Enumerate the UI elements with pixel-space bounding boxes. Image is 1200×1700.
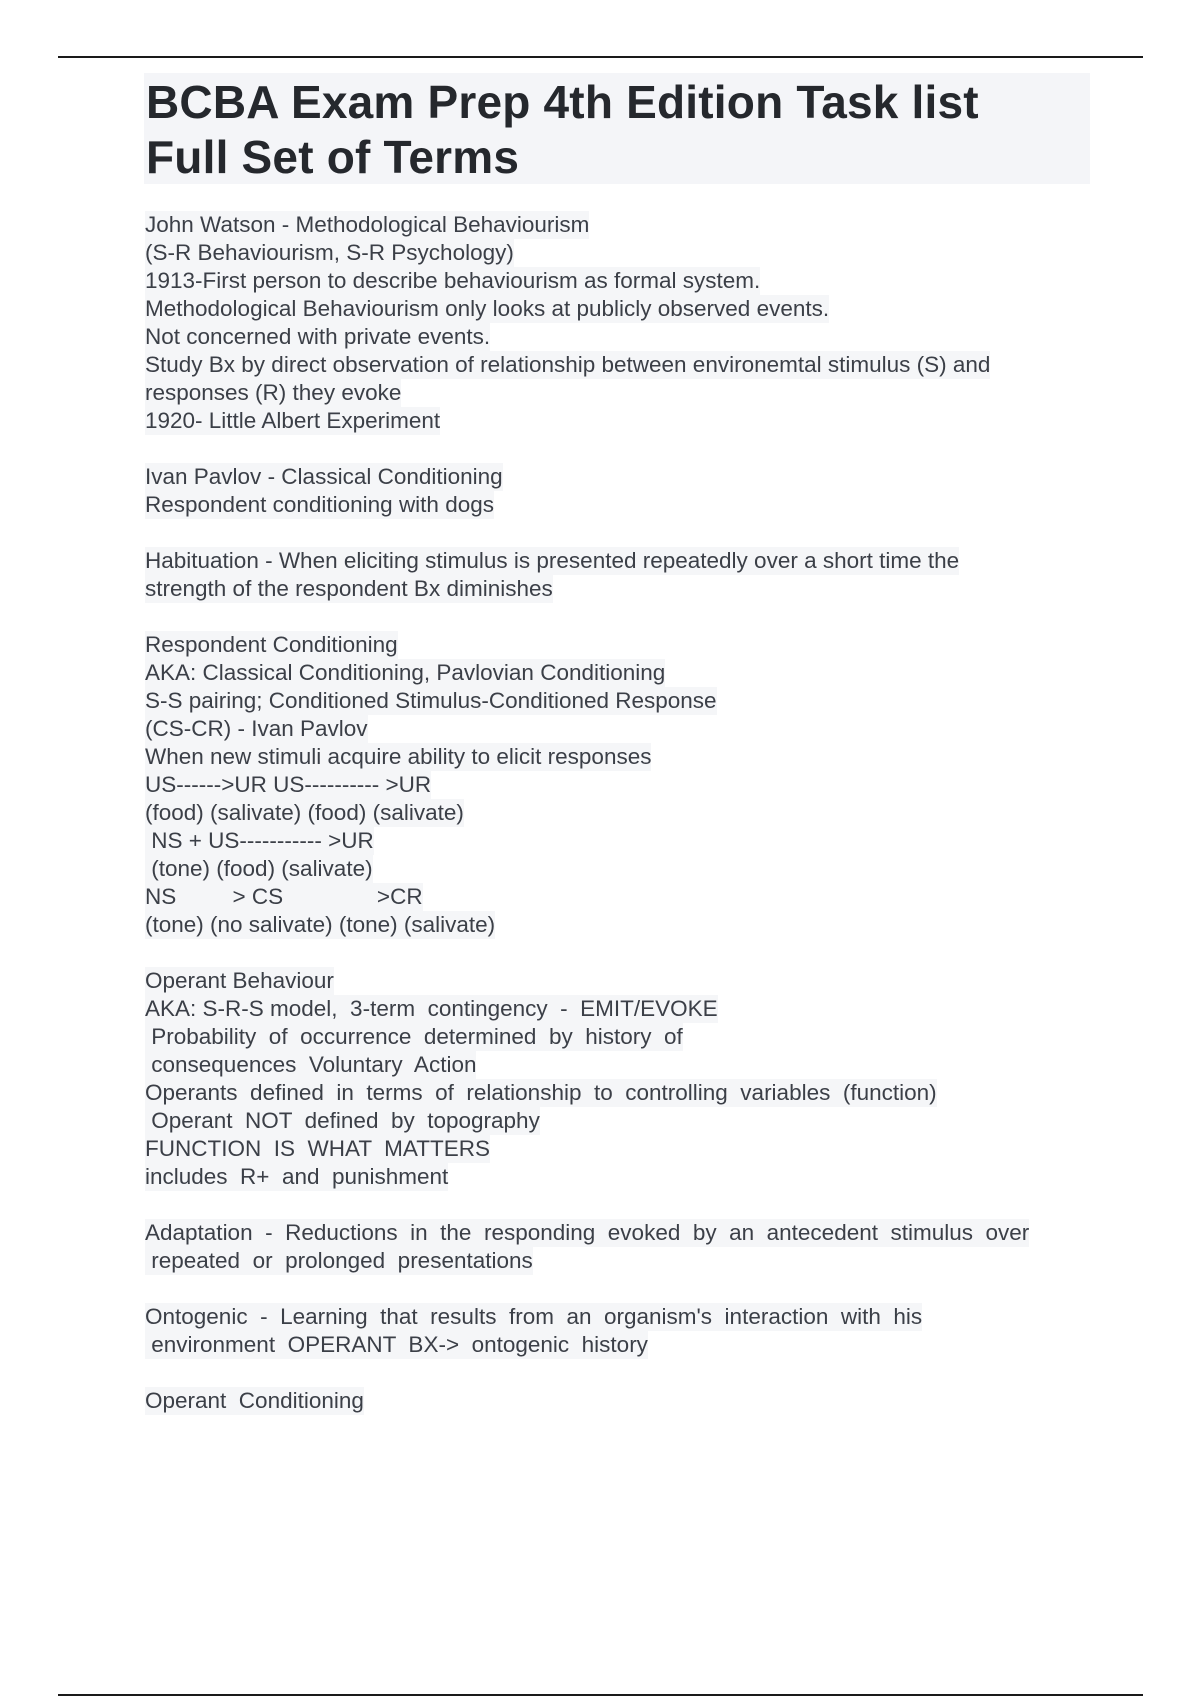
term-line: 1920- Little Albert Experiment bbox=[145, 408, 441, 433]
term-line: NS + US----------- >UR bbox=[145, 828, 374, 853]
term-line: Not concerned with private events. bbox=[145, 324, 491, 349]
term-line: Operant Behaviour bbox=[145, 968, 334, 993]
term-entry bbox=[145, 547, 1105, 603]
term-line: Respondent Conditioning bbox=[145, 632, 398, 657]
term-line: FUNCTION IS WHAT MATTERS bbox=[145, 1136, 490, 1161]
title-block bbox=[144, 73, 1090, 184]
term-entry bbox=[145, 211, 1105, 435]
term-entry bbox=[145, 1219, 1105, 1275]
term-line: responses (R) they evoke bbox=[145, 380, 402, 405]
term-line: (CS-CR) - Ivan Pavlov bbox=[145, 716, 368, 741]
term-line: strength of the respondent Bx diminishes bbox=[145, 576, 553, 601]
term-line: Ivan Pavlov - Classical Conditioning bbox=[145, 464, 503, 489]
term-line: (tone) (food) (salivate) bbox=[145, 856, 373, 881]
page-title bbox=[144, 73, 1090, 185]
term-line: S-S pairing; Conditioned Stimulus-Conditioned Response bbox=[145, 688, 717, 713]
title-line-1: BCBA Exam Prep 4th Edition Task list bbox=[146, 76, 979, 128]
term-line: 1913-First person to describe behaviourism as formal system. bbox=[145, 268, 761, 293]
term-line: Operant NOT defined by topography bbox=[145, 1108, 540, 1133]
term-line: Respondent conditioning with dogs bbox=[145, 492, 494, 517]
term-line: AKA: S-R-S model, 3-term contingency - EMIT/EVOKE bbox=[145, 996, 718, 1021]
term-line: NS > CS >CR bbox=[145, 884, 423, 909]
term-entry bbox=[145, 1303, 1105, 1359]
top-rule bbox=[58, 56, 1143, 58]
term-entry bbox=[145, 631, 1105, 939]
term-line: (food) (salivate) (food) (salivate) bbox=[145, 800, 464, 825]
term-line: John Watson - Methodological Behaviourism bbox=[145, 212, 590, 237]
title-line-2: Full Set of Terms bbox=[146, 131, 520, 183]
term-line: consequences Voluntary Action bbox=[145, 1052, 477, 1077]
document-body bbox=[145, 211, 1105, 1443]
term-line: Operants defined in terms of relationship to controlling variables (function) bbox=[145, 1080, 937, 1105]
term-line: Probability of occurrence determined by history of bbox=[145, 1024, 683, 1049]
term-entry bbox=[145, 1387, 1105, 1415]
term-line: Methodological Behaviourism only looks at publicly observed events. bbox=[145, 296, 830, 321]
term-line: Adaptation - Reductions in the responding evoked by an antecedent stimulus over bbox=[145, 1220, 1030, 1245]
term-entry bbox=[145, 463, 1105, 519]
term-line: (tone) (no salivate) (tone) (salivate) bbox=[145, 912, 496, 937]
term-line: includes R+ and punishment bbox=[145, 1164, 449, 1189]
term-line: When new stimuli acquire ability to elicit responses bbox=[145, 744, 652, 769]
term-line: Ontogenic - Learning that results from an organism's interaction with his bbox=[145, 1304, 923, 1329]
term-line: US------>UR US---------- >UR bbox=[145, 772, 432, 797]
term-line: Study Bx by direct observation of relationship between environemtal stimulus (S) and bbox=[145, 352, 991, 377]
term-line: Operant Conditioning bbox=[145, 1388, 364, 1413]
term-line: environment OPERANT BX-> ontogenic history bbox=[145, 1332, 648, 1357]
bottom-rule bbox=[58, 1694, 1143, 1696]
term-line: AKA: Classical Conditioning, Pavlovian Conditioning bbox=[145, 660, 666, 685]
term-line: repeated or prolonged presentations bbox=[145, 1248, 533, 1273]
term-entry bbox=[145, 967, 1105, 1191]
term-line: (S-R Behaviourism, S-R Psychology) bbox=[145, 240, 514, 265]
term-line: Habituation - When eliciting stimulus is presented repeatedly over a short time the bbox=[145, 548, 960, 573]
